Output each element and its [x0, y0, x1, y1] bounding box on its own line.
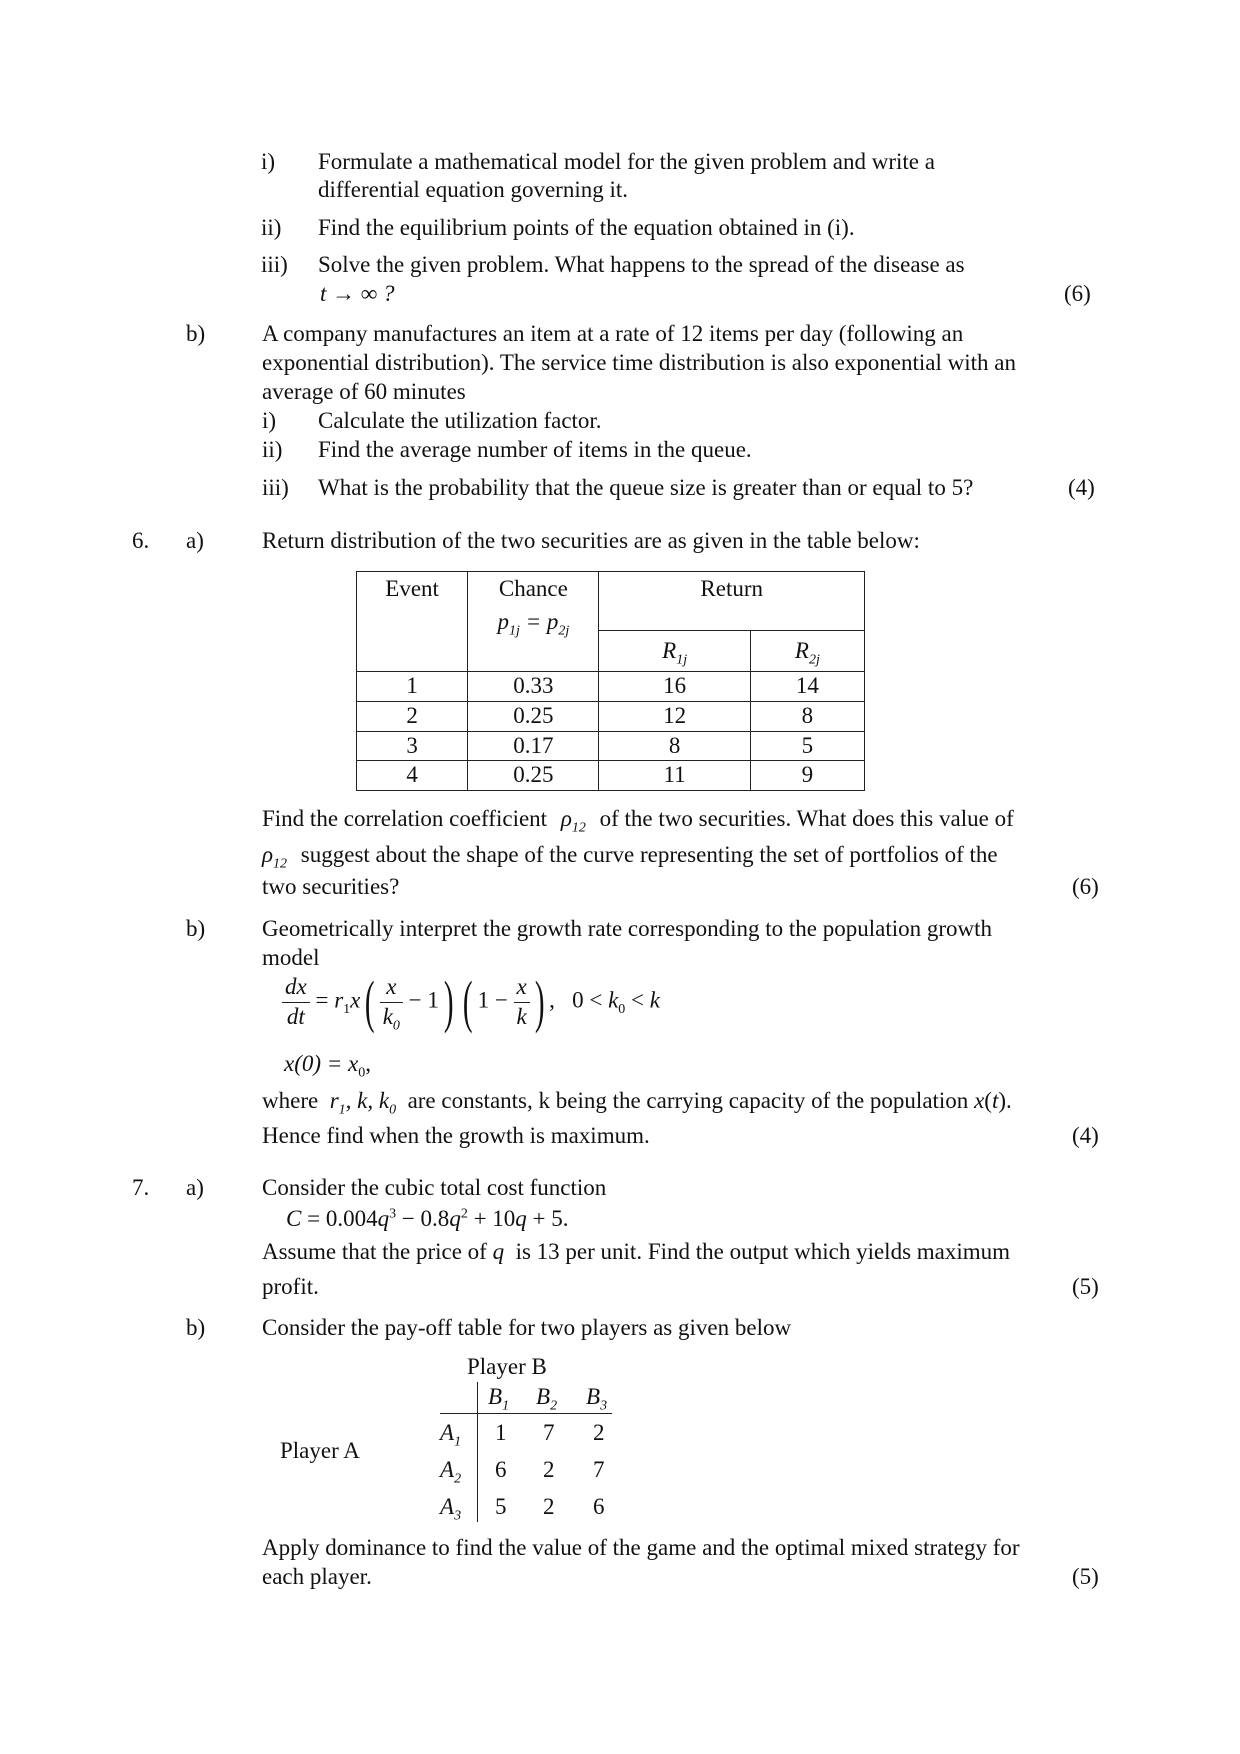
question-text: Consider the pay-off table for two players as given below: [262, 1315, 792, 1340]
cell: 0.25: [468, 761, 599, 791]
cell: 9: [750, 761, 864, 791]
rho-symbol: $\rho_{12}$: [262, 842, 288, 872]
part-label: b): [186, 321, 206, 346]
question-text: differential equation governing it.: [318, 177, 628, 202]
item-number: ii): [261, 215, 282, 240]
payoff-cell: 7: [543, 1420, 555, 1445]
cell: 8: [599, 731, 750, 761]
player-a-label: Player A: [280, 1438, 360, 1463]
header-r1: $R_{1j}$: [599, 631, 750, 672]
cell: 5: [750, 731, 864, 761]
question-text: profit.: [262, 1274, 319, 1299]
matrix-rule-horizontal: [440, 1413, 612, 1414]
header-event: Event: [357, 572, 468, 672]
matrix-rule-vertical: [477, 1382, 478, 1522]
part-label: a): [186, 1175, 204, 1200]
header-chance-label: Chance: [498, 576, 568, 601]
row-header: $A_2$: [440, 1457, 462, 1487]
item-number: iii): [261, 252, 288, 277]
growth-equation: $\frac{dx}{dt}$ = $r_1x$( $\frac{x}{k_0}$ − 1) ( 1 − $\frac{x}{k}$ ) , $0 < k_0 < k$: [282, 973, 660, 1032]
table-header-row: [357, 572, 865, 631]
payoff-cell: 2: [593, 1420, 605, 1445]
row-header: $A_1$: [440, 1420, 462, 1450]
returns-table: [356, 571, 865, 791]
marks: (5): [1072, 1564, 1099, 1589]
cell: 12: [599, 701, 750, 731]
question-text: Formulate a mathematical model for the given problem and write a: [318, 149, 935, 174]
col-header: $B_1$: [488, 1384, 510, 1414]
marks: (4): [1072, 1123, 1099, 1148]
question-text: Calculate the utilization factor.: [318, 408, 602, 433]
question-text: A company manufactures an item at a rate of 12 items per day (following an: [262, 321, 964, 346]
question-text: Find the average number of items in the queue.: [318, 437, 752, 462]
payoff-cell: 1: [495, 1420, 507, 1445]
question-text: $\rho_{12}$ suggest about the shape of the curve representing the set of portfolios of the: [262, 842, 998, 872]
cell: 0.17: [468, 731, 599, 761]
payoff-cell: 6: [495, 1457, 507, 1482]
header-chance: [468, 572, 599, 672]
question-text: Solve the given problem. What happens to the spread of the disease as: [318, 252, 965, 277]
question-text: Apply dominance to find the value of the game and the optimal mixed strategy for: [262, 1535, 1020, 1560]
header-r2: $R_{2j}$: [750, 631, 864, 672]
part-label: a): [186, 528, 204, 553]
payoff-cell: 2: [543, 1457, 555, 1482]
question-text: where $r_1$, k, $k_0$ are constants, k being the carrying capacity of the population x(t).: [262, 1088, 1012, 1118]
cell: 4: [357, 761, 468, 791]
cell: 0.25: [468, 701, 599, 731]
header-return: Return: [599, 572, 865, 631]
question-text: Geometrically interpret the growth rate corresponding to the population growth: [262, 916, 993, 941]
marks: (6): [1064, 281, 1091, 306]
player-b-label: Player B: [467, 1354, 547, 1379]
constants: $r_1$, k, $k_0$: [329, 1088, 397, 1118]
part-label: b): [186, 1315, 206, 1340]
item-number: i): [261, 149, 276, 174]
question-number: 7.: [132, 1175, 150, 1200]
table-row: [357, 701, 865, 731]
question-text: each player.: [262, 1564, 372, 1589]
rho-symbol: $\rho_{12}$: [560, 806, 586, 836]
math-expression: t → ∞ ?: [320, 281, 395, 306]
item-number: ii): [262, 437, 283, 462]
payoff-cell: 2: [543, 1494, 555, 1519]
marks: (5): [1072, 1274, 1099, 1299]
part-label: b): [186, 916, 206, 941]
payoff-cell: 7: [593, 1457, 605, 1482]
question-text: model: [262, 945, 320, 970]
marks: (6): [1072, 874, 1099, 899]
item-number: i): [262, 408, 277, 433]
question-number: 6.: [132, 528, 150, 553]
question-text: exponential distribution). The service time distribution is also exponential with an: [262, 350, 1016, 375]
cost-function: $C = 0.004q^3 - 0.8q^2 + 10q + 5$.: [286, 1206, 569, 1231]
table-row: [357, 731, 865, 761]
payoff-cell: 5: [495, 1494, 507, 1519]
question-text: two securities?: [262, 874, 400, 899]
marks: (4): [1068, 475, 1095, 500]
cell: 2: [357, 701, 468, 731]
payoff-cell: 6: [593, 1494, 605, 1519]
cell: 8: [750, 701, 864, 731]
initial-condition: $x(0) = x_0$,: [284, 1051, 372, 1081]
question-text: Find the equilibrium points of the equation obtained in (i).: [318, 215, 855, 240]
question-text: What is the probability that the queue size is greater than or equal to 5?: [318, 475, 974, 500]
question-text: Return distribution of the two securities are as given in the table below:: [262, 528, 920, 553]
chance-equation: $p_{1j} = p_{2j}$: [497, 608, 570, 639]
question-text: average of 60 minutes: [262, 379, 466, 404]
question-text: Hence find when the growth is maximum.: [262, 1123, 650, 1148]
question-text: Consider the cubic total cost function: [262, 1175, 607, 1200]
question-text: Assume that the price of q is 13 per unit. Find the output which yields maximum: [262, 1239, 1011, 1264]
cell: 1: [357, 672, 468, 702]
cell: 11: [599, 761, 750, 791]
cell: 0.33: [468, 672, 599, 702]
col-header: $B_3$: [586, 1384, 608, 1414]
row-header: $A_3$: [440, 1494, 462, 1524]
item-number: iii): [262, 475, 289, 500]
question-text: Find the correlation coefficient $\rho_{12}$ of the two securities. What does this value of: [262, 806, 1014, 836]
table-row: [357, 761, 865, 791]
col-header: $B_2$: [536, 1384, 558, 1414]
table-row: [357, 672, 865, 702]
cell: 16: [599, 672, 750, 702]
cell: 3: [357, 731, 468, 761]
cell: 14: [750, 672, 864, 702]
